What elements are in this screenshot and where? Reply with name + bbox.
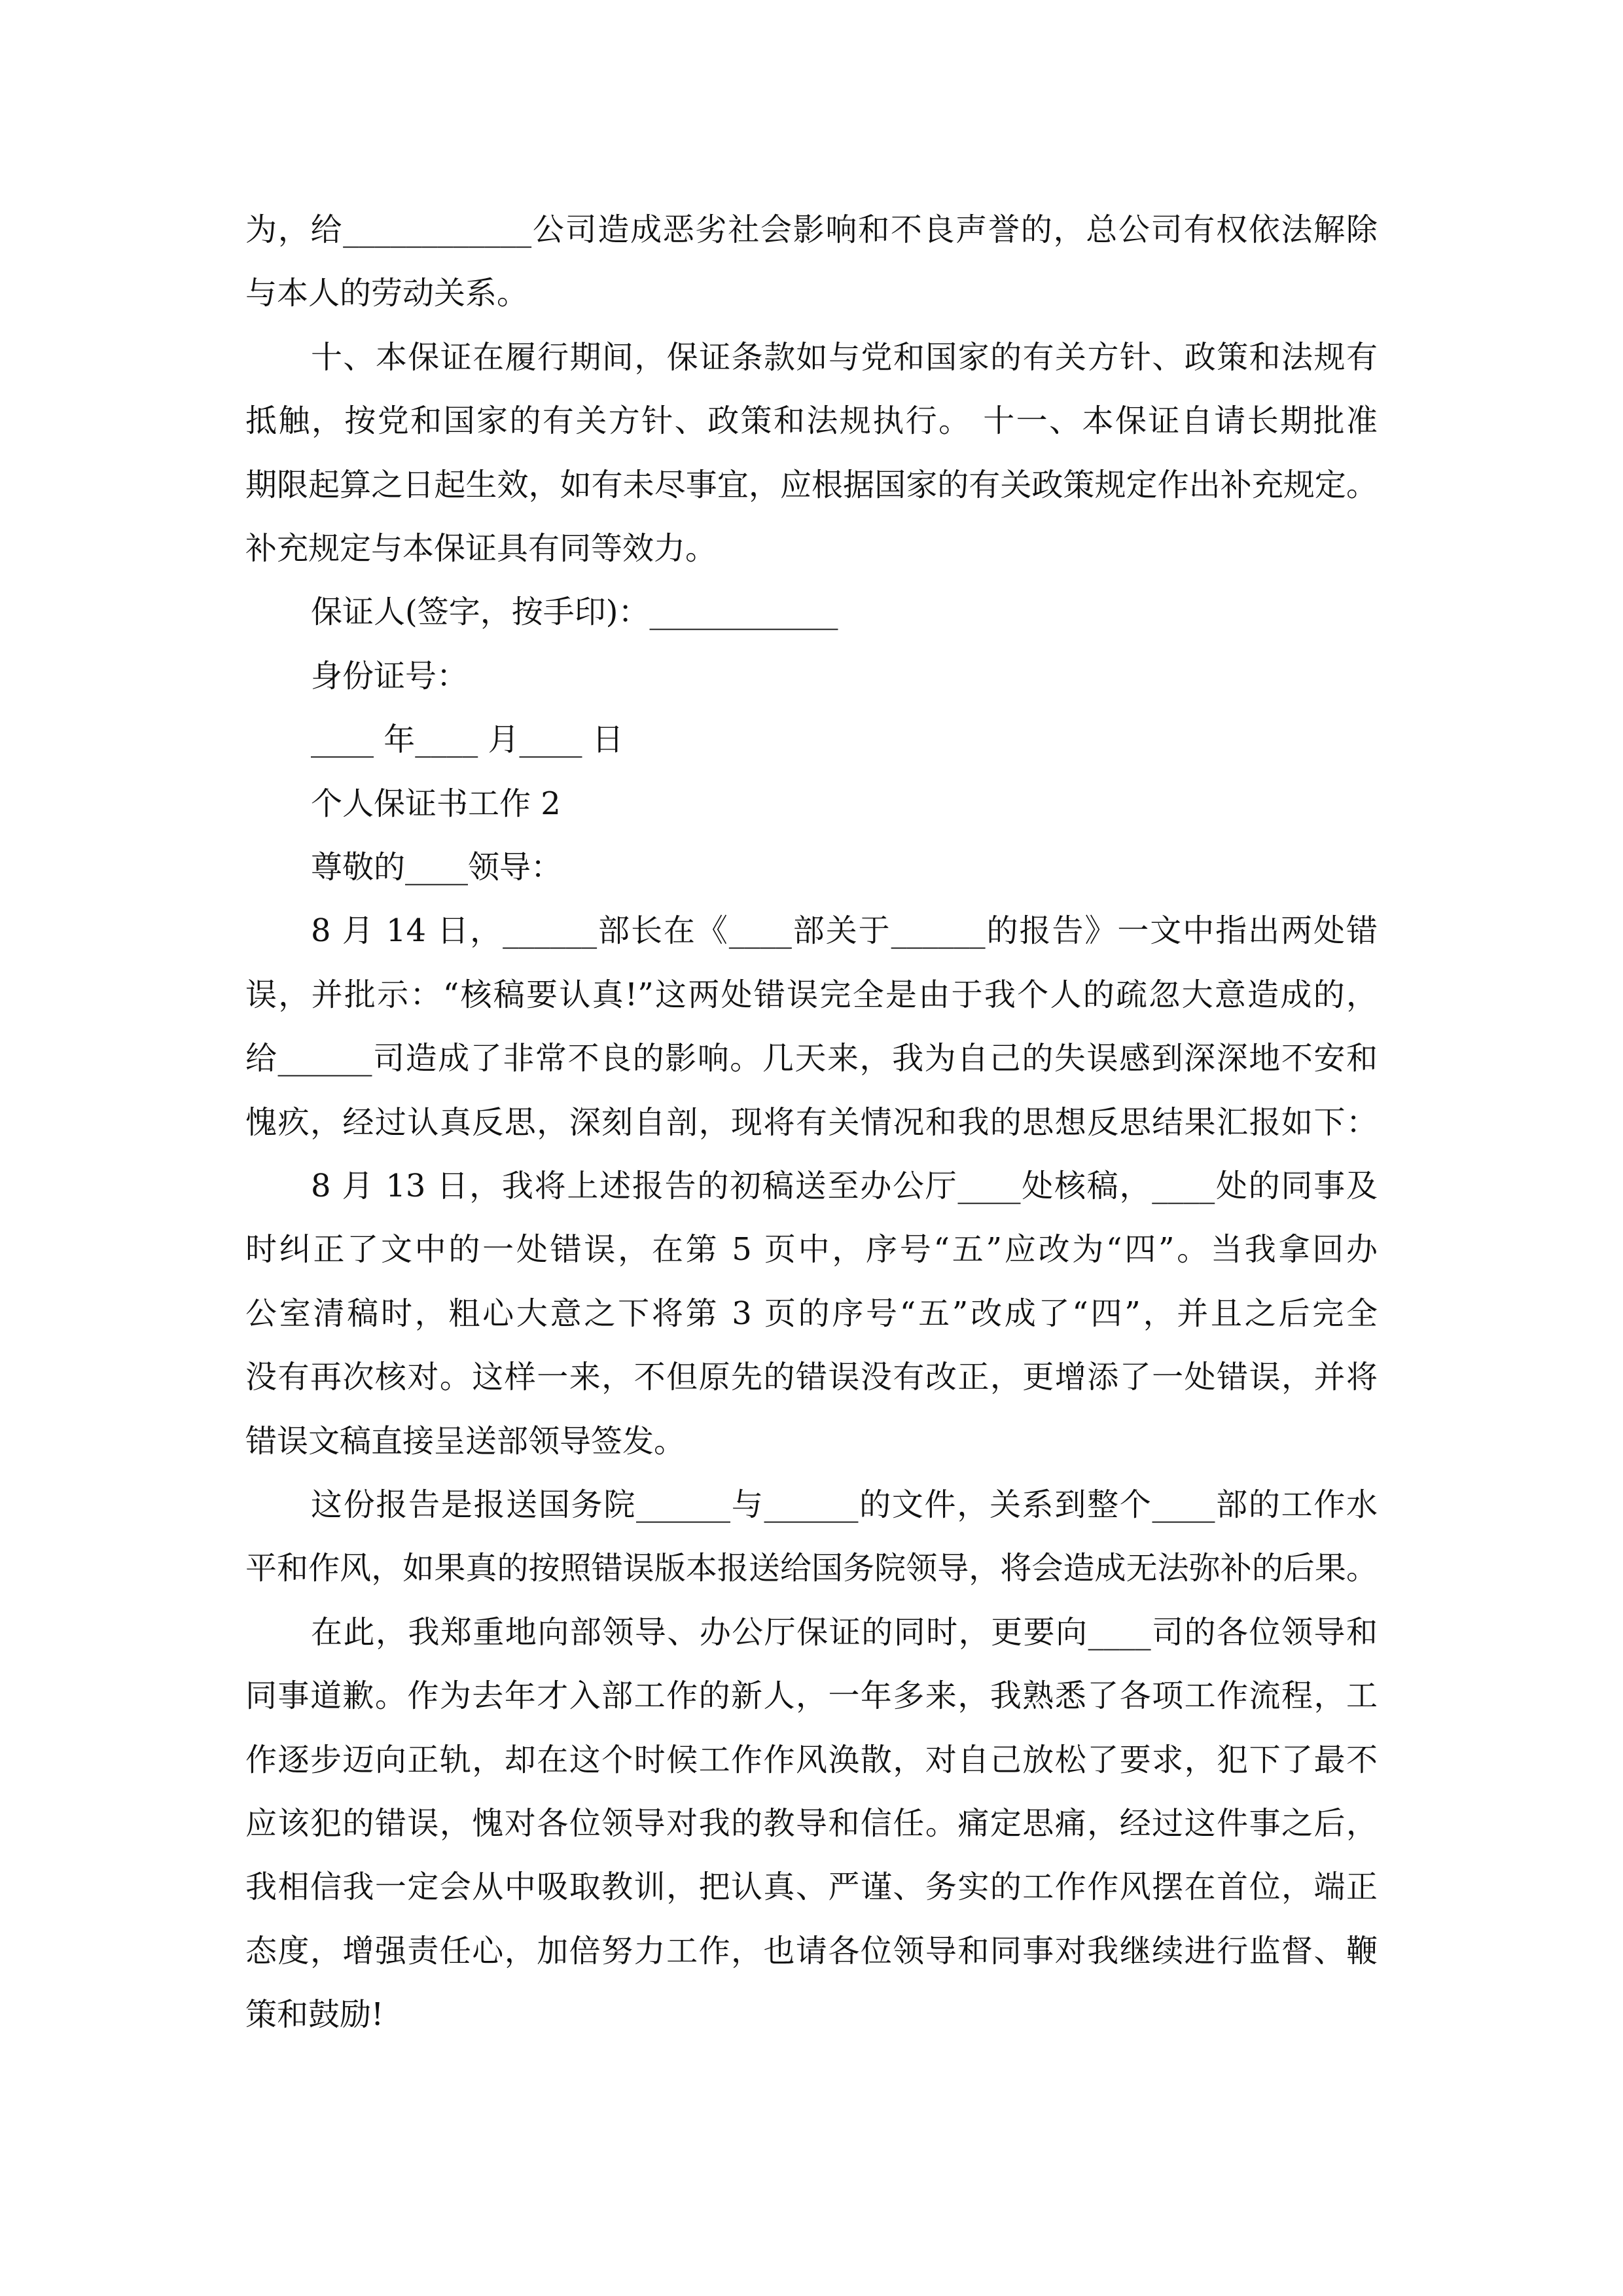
text-line: 平和作风，如果真的按照错误版本报送给国务院领导，将会造成无法弥补的后果。 [245,1550,1378,1587]
text-line: 在此，我郑重地向部领导、办公厅保证的同时，更要向____司的各位领导和 [311,1613,1378,1651]
text-line: 同事道歉。作为去年才入部工作的新人，一年多来，我熟悉了各项工作流程，工 [245,1677,1378,1715]
text-line: 补充规定与本保证具有同等效力。 [245,530,717,567]
text-line: 作逐步迈向正轨，却在这个时候工作作风涣散，对自己放松了要求，犯下了最不 [245,1741,1378,1778]
text-line: 策和鼓励! [245,1996,384,2034]
text-line: 给______司造成了非常不良的影响。几天来，我为自己的失误感到深深地不安和 [245,1040,1378,1077]
text-line: 期限起算之日起生效，如有未尽事宜，应根据国家的有关政策规定作出补充规定。 [245,466,1378,503]
text-line: 误，并批示：“核稿要认真!”这两处错误完全是由于我个人的疏忽大意造成的， [245,976,1378,1013]
text-line: 这份报告是报送国务院______与______的文件，关系到整个____部的工作水 [311,1486,1378,1523]
text-line: 尊敬的____领导： [311,849,563,886]
text-line: 态度，增强责任心，加倍努力工作，也请各位领导和同事对我继续进行监督、鞭 [245,1932,1378,1969]
text-line: 8 月 13 日，我将上述报告的初稿送至办公厅____处核稿，____处的同事及 [311,1168,1378,1204]
text-line: 错误文稿直接呈送部领导签发。 [245,1422,686,1460]
text-line: 时纠正了文中的一处错误，在第 5 页中，序号“五”应改为“四”。当我拿回办 [245,1231,1378,1268]
text-line: 为，给____________公司造成恶劣社会影响和不良声誉的，总公司有权依法解除 [245,211,1378,248]
text-line: 公室清稿时，粗心大意之下将第 3 页的序号“五”改成了“四”，并且之后完全 [245,1295,1378,1332]
text-line: 我相信我一定会从中吸取教训，把认真、严谨、务实的工作作风摆在首位，端正 [245,1869,1378,1906]
text-line: 没有再次核对。这样一来，不但原先的错误没有改正，更增添了一处错误，并将 [245,1359,1378,1396]
text-line: 愧疚，经过认真反思，深刻自剖，现将有关情况和我的思想反思结果汇报如下： [245,1103,1378,1141]
text-line: 8 月 14 日，______部长在《____部关于______的报告》一文中指出两处错 [311,912,1378,950]
text-line: 身份证号： [311,657,469,694]
text-line: 保证人(签字，按手印)：____________ [311,594,838,631]
text-line: ____ 年____ 月____ 日 [311,721,624,759]
text-line: 与本人的劳动关系。 [245,275,529,312]
text-line: 抵触，按党和国家的有关方针、政策和法规执行。 十一、本保证自请长期批准 [245,403,1378,440]
text-line: 应该犯的错误，愧对各位领导对我的教导和信任。痛定思痛，经过这件事之后， [245,1805,1378,1842]
text-line: 十、本保证在履行期间，保证条款如与党和国家的有关方针、政策和法规有 [311,338,1378,376]
text-line: 个人保证书工作 2 [311,785,561,822]
